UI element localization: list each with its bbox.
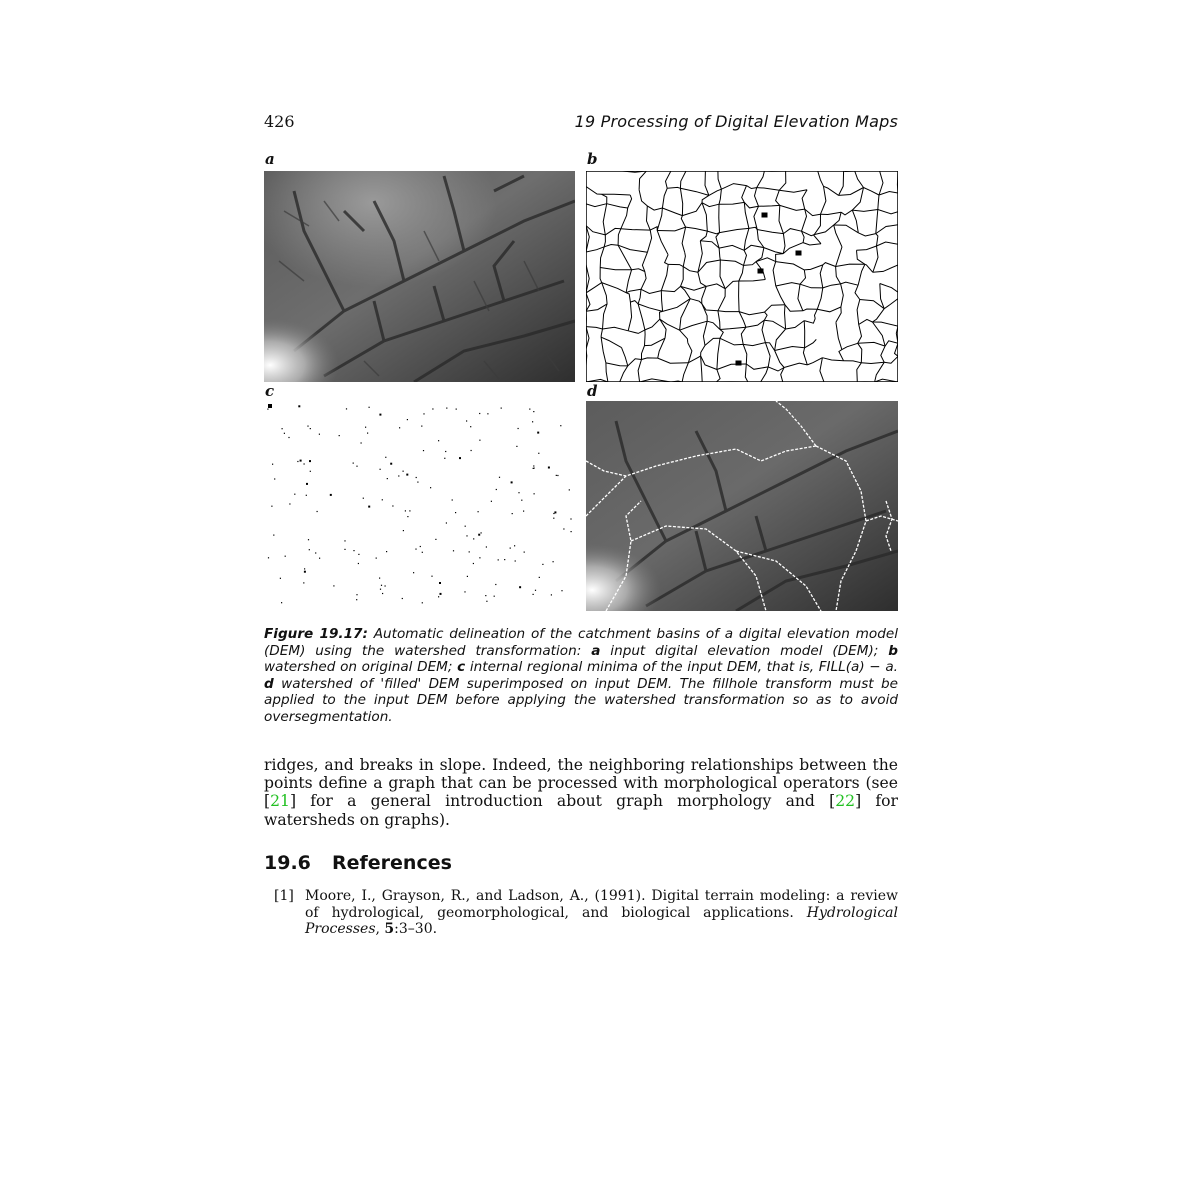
minimum-dot: [319, 558, 320, 559]
panel-c-minima-image: [264, 401, 575, 611]
minimum-dot: [478, 511, 479, 512]
minimum-dot: [535, 590, 536, 591]
minimum-dot: [510, 548, 511, 549]
reference-volume: 5: [384, 921, 395, 938]
minimum-dot: [537, 432, 539, 434]
panel-label-b: b: [587, 150, 598, 168]
caption-text-4: internal regional minima of the input DEM, that is, FILL(a) − a.: [465, 659, 898, 676]
minimum-dot: [297, 461, 298, 462]
minimum-dot: [518, 492, 519, 493]
minimum-dot: [319, 434, 320, 435]
minimum-dot: [379, 414, 381, 416]
minimum-dot: [365, 427, 366, 428]
minimum-dot: [281, 602, 282, 603]
minimum-dot: [466, 535, 467, 536]
minimum-dot: [455, 512, 456, 513]
minimum-dot: [423, 413, 424, 414]
minimum-dot: [274, 478, 275, 479]
minimum-dot: [511, 481, 513, 483]
minimum-dot: [405, 510, 406, 511]
minimum-dot: [304, 571, 306, 573]
minimum-dot: [422, 602, 423, 603]
minimum-dot: [315, 552, 316, 553]
minimum-dot: [282, 428, 283, 429]
reference-item: [274, 888, 898, 938]
figure-label: Figure 19.17:: [264, 626, 368, 642]
minimum-dot: [421, 426, 422, 427]
minimum-dot: [361, 442, 362, 443]
minimum-dot: [417, 482, 418, 483]
minimum-dot: [529, 409, 530, 410]
minimum-dot: [403, 471, 404, 472]
minimum-dot: [556, 475, 557, 476]
minimum-dot: [268, 557, 269, 558]
minimum-dot: [403, 530, 404, 531]
reference-journal: Hydrological Processes: [305, 904, 898, 938]
minimum-dot: [438, 440, 439, 441]
minimum-dot: [523, 511, 524, 512]
minimum-dot: [333, 585, 334, 586]
minimum-dot: [423, 450, 424, 451]
minimum-dot: [420, 546, 421, 547]
reference-text-1: Moore, I., Grayson, R., and Ladson, A., (1991). Digital terrain modeling: a review of hydrological, geomorphological, and biological applications.: [305, 888, 898, 921]
minimum-dot: [294, 494, 295, 495]
minimum-dot: [485, 595, 486, 596]
minimum-dot: [561, 590, 562, 591]
watershed-segment: [739, 281, 740, 312]
minimum-dot: [439, 582, 441, 584]
panel-label-d: d: [587, 382, 598, 400]
minimum-dot: [268, 404, 272, 408]
minimum-dot: [285, 556, 286, 557]
section-number: 19.6: [264, 852, 311, 874]
caption-ref-d: d: [264, 675, 274, 692]
minimum-dot: [571, 531, 572, 532]
minimum-dot: [551, 594, 552, 595]
section-heading: [264, 852, 452, 874]
minimum-dot: [330, 494, 332, 496]
running-title: 19 Processing of Digital Elevation Maps: [574, 112, 898, 131]
caption-text-3: watershed on original DEM;: [264, 659, 458, 676]
minimum-dot: [431, 576, 432, 577]
minimum-dot: [376, 558, 377, 559]
watershed-blob: [762, 213, 767, 217]
minimum-dot: [304, 568, 305, 569]
reference-text-2: ,: [375, 921, 385, 938]
minimum-dot: [306, 495, 307, 496]
minimum-dot: [464, 591, 465, 592]
minimum-dot: [407, 419, 408, 420]
minimum-dot: [519, 586, 521, 588]
minimum-dot: [481, 532, 482, 533]
panel-b-watershed-image: [586, 171, 898, 382]
minimum-dot: [304, 463, 305, 464]
minimum-dot: [479, 440, 480, 441]
watershed-segment: [645, 330, 646, 346]
minimum-dot: [538, 453, 539, 454]
minimum-dot: [317, 511, 318, 512]
minimum-dot: [533, 594, 534, 595]
body-text-2: ] for a general introduction about graph morphology and [: [289, 792, 836, 811]
minimum-dot: [358, 563, 359, 564]
minimum-dot: [353, 463, 354, 464]
minimum-dot: [416, 477, 417, 478]
minimum-dot: [382, 499, 383, 500]
minimum-dot: [432, 408, 433, 409]
minimum-dot: [524, 552, 525, 553]
watershed-segment: [804, 321, 805, 348]
minimum-dot: [504, 559, 505, 560]
panel-label-a: a: [265, 150, 275, 168]
minimum-dot: [310, 428, 311, 429]
watershed-segment: [844, 171, 855, 172]
minimum-dot: [298, 405, 300, 407]
panel-d-overlay-image: [586, 401, 898, 611]
minimum-dot: [356, 466, 357, 467]
minimum-dot: [521, 500, 522, 501]
minimum-dot: [444, 458, 445, 459]
minimum-dot: [273, 535, 274, 536]
minimum-dot: [512, 513, 513, 514]
minimum-dot: [309, 549, 310, 550]
minimum-dot: [471, 450, 472, 451]
watershed-segment: [897, 171, 898, 193]
page-number: 426: [264, 112, 295, 131]
minimum-dot: [470, 426, 471, 427]
minimum-dot: [356, 594, 357, 595]
citation-link-22[interactable]: 22: [835, 792, 856, 811]
minimum-dot: [542, 564, 543, 565]
caption-text-5: watershed of 'filled' DEM superimposed on input DEM. The fillhole transform must be applied to the input DEM before applying the watershed transformation so as to avoid oversegmentation.: [264, 675, 898, 725]
minimum-dot: [344, 540, 345, 541]
minimum-dot: [467, 576, 468, 577]
minimum-dot: [309, 460, 311, 462]
minimum-dot: [300, 460, 302, 462]
minimum-dot: [553, 518, 554, 519]
minimum-dot: [358, 554, 359, 555]
citation-link-21[interactable]: 21: [270, 792, 290, 811]
minimum-dot: [387, 478, 388, 479]
minimum-dot: [466, 420, 467, 421]
minimum-dot: [473, 563, 474, 564]
minimum-dot: [459, 457, 461, 459]
minimum-dot: [399, 427, 400, 428]
minimum-dot: [554, 511, 556, 513]
minimum-dot: [303, 582, 304, 583]
minimum-dot: [288, 437, 289, 438]
watershed-blob: [796, 251, 801, 255]
minimum-dot: [267, 409, 268, 410]
minimum-dot: [495, 584, 496, 585]
minimum-dot: [339, 435, 340, 436]
caption-ref-c: c: [457, 659, 466, 676]
caption-text-2: input digital elevation model (DEM);: [600, 642, 889, 659]
minimum-dot: [435, 539, 436, 540]
minimum-dot: [446, 408, 447, 409]
minimum-dot: [284, 433, 285, 434]
minimum-dot: [368, 506, 370, 508]
minimum-dot: [440, 593, 442, 595]
minimum-dot: [346, 408, 347, 409]
minimum-dot: [533, 411, 534, 412]
minimum-dot: [453, 550, 454, 551]
minimum-dot: [363, 498, 364, 499]
minimum-dot: [469, 551, 470, 552]
caption-ref-b: b: [888, 642, 898, 659]
minimum-dot: [379, 578, 380, 579]
minimum-dot: [516, 446, 517, 447]
minimum-dot: [499, 477, 500, 478]
minimum-dot: [532, 421, 533, 422]
minimum-dot: [422, 552, 423, 553]
minimum-dot: [344, 549, 345, 550]
minimum-dot: [402, 598, 403, 599]
caption-text-1: Automatic delineation of the catchment basins of a digital elevation model (DEM) using the watershed transformation:: [264, 626, 898, 659]
minimum-dot: [438, 596, 439, 597]
panel-label-c: c: [265, 382, 275, 400]
minimum-dot: [557, 475, 558, 476]
minimum-dot: [306, 483, 308, 485]
minimum-dot: [367, 433, 368, 434]
minimum-dot: [491, 501, 492, 502]
minimum-dot: [456, 409, 457, 410]
minimum-dot: [553, 561, 554, 562]
minimum-dot: [380, 469, 381, 470]
minimum-dot: [498, 559, 499, 560]
minimum-dot: [496, 489, 497, 490]
figure-caption: [264, 626, 898, 726]
minimum-dot: [514, 545, 515, 546]
minimum-dot: [446, 522, 447, 523]
minimum-dot: [381, 585, 382, 586]
minimum-dot: [280, 578, 281, 579]
minimum-dot: [569, 489, 570, 490]
minimum-dot: [369, 407, 370, 408]
minimum-dot: [487, 413, 488, 414]
reference-number: [1]: [274, 888, 294, 904]
minimum-dot: [385, 585, 386, 586]
minimum-dot: [430, 487, 431, 488]
minimum-dot: [473, 538, 474, 539]
minimum-dot: [494, 596, 495, 597]
reference-body: [305, 888, 898, 938]
minimum-dot: [307, 426, 308, 427]
minimum-dot: [380, 589, 381, 590]
minimum-dot: [563, 528, 564, 529]
minimum-dot: [289, 503, 290, 504]
minimum-dot: [539, 577, 540, 578]
minimum-dot: [518, 428, 519, 429]
minimum-dot: [501, 408, 502, 409]
body-text-1: ridges, and breaks in slope. Indeed, the neighboring relationships between the points define a graph that can be processed with morphological operators (see [: [264, 756, 898, 811]
minimum-dot: [272, 464, 273, 465]
minimum-dot: [407, 516, 408, 517]
minimum-dot: [548, 467, 550, 469]
minimum-dot: [478, 534, 480, 536]
minimum-dot: [392, 505, 393, 506]
minimum-dot: [271, 506, 272, 507]
minimum-dot: [386, 551, 387, 552]
minimum-dot: [385, 457, 386, 458]
section-title: References: [332, 852, 452, 874]
watershed-blob: [736, 361, 741, 365]
minimum-dot: [445, 451, 446, 452]
minimum-dot: [570, 518, 571, 519]
minimum-dot: [560, 425, 561, 426]
minimum-dot: [413, 572, 414, 573]
minimum-dot: [515, 560, 516, 561]
minimum-dot: [534, 468, 535, 469]
minimum-dot: [486, 601, 487, 602]
minimum-dot: [308, 539, 309, 540]
minimum-dot: [390, 463, 392, 465]
minimum-dot: [465, 526, 466, 527]
minimum-dot: [534, 493, 535, 494]
minimum-dot: [353, 550, 354, 551]
minimum-dot: [409, 510, 410, 511]
minimum-dot: [486, 546, 487, 547]
watershed-blob: [758, 269, 763, 273]
body-paragraph: [264, 756, 898, 829]
body-text-3: ] for watersheds on graphs).: [264, 792, 898, 829]
minimum-dot: [406, 474, 408, 476]
minimum-dot: [553, 513, 554, 514]
minimum-dot: [398, 475, 399, 476]
minimum-dot: [479, 413, 480, 414]
panel-a-dem-image: [264, 171, 575, 382]
minimum-dot: [452, 499, 453, 500]
minimum-dot: [382, 593, 383, 594]
minimum-dot: [533, 465, 534, 466]
minimum-dot: [310, 471, 311, 472]
reference-text-3: :3–30.: [394, 921, 438, 938]
minimum-dot: [415, 549, 416, 550]
caption-ref-a: a: [591, 642, 601, 659]
minimum-dot: [356, 599, 357, 600]
minimum-dot: [479, 557, 480, 558]
